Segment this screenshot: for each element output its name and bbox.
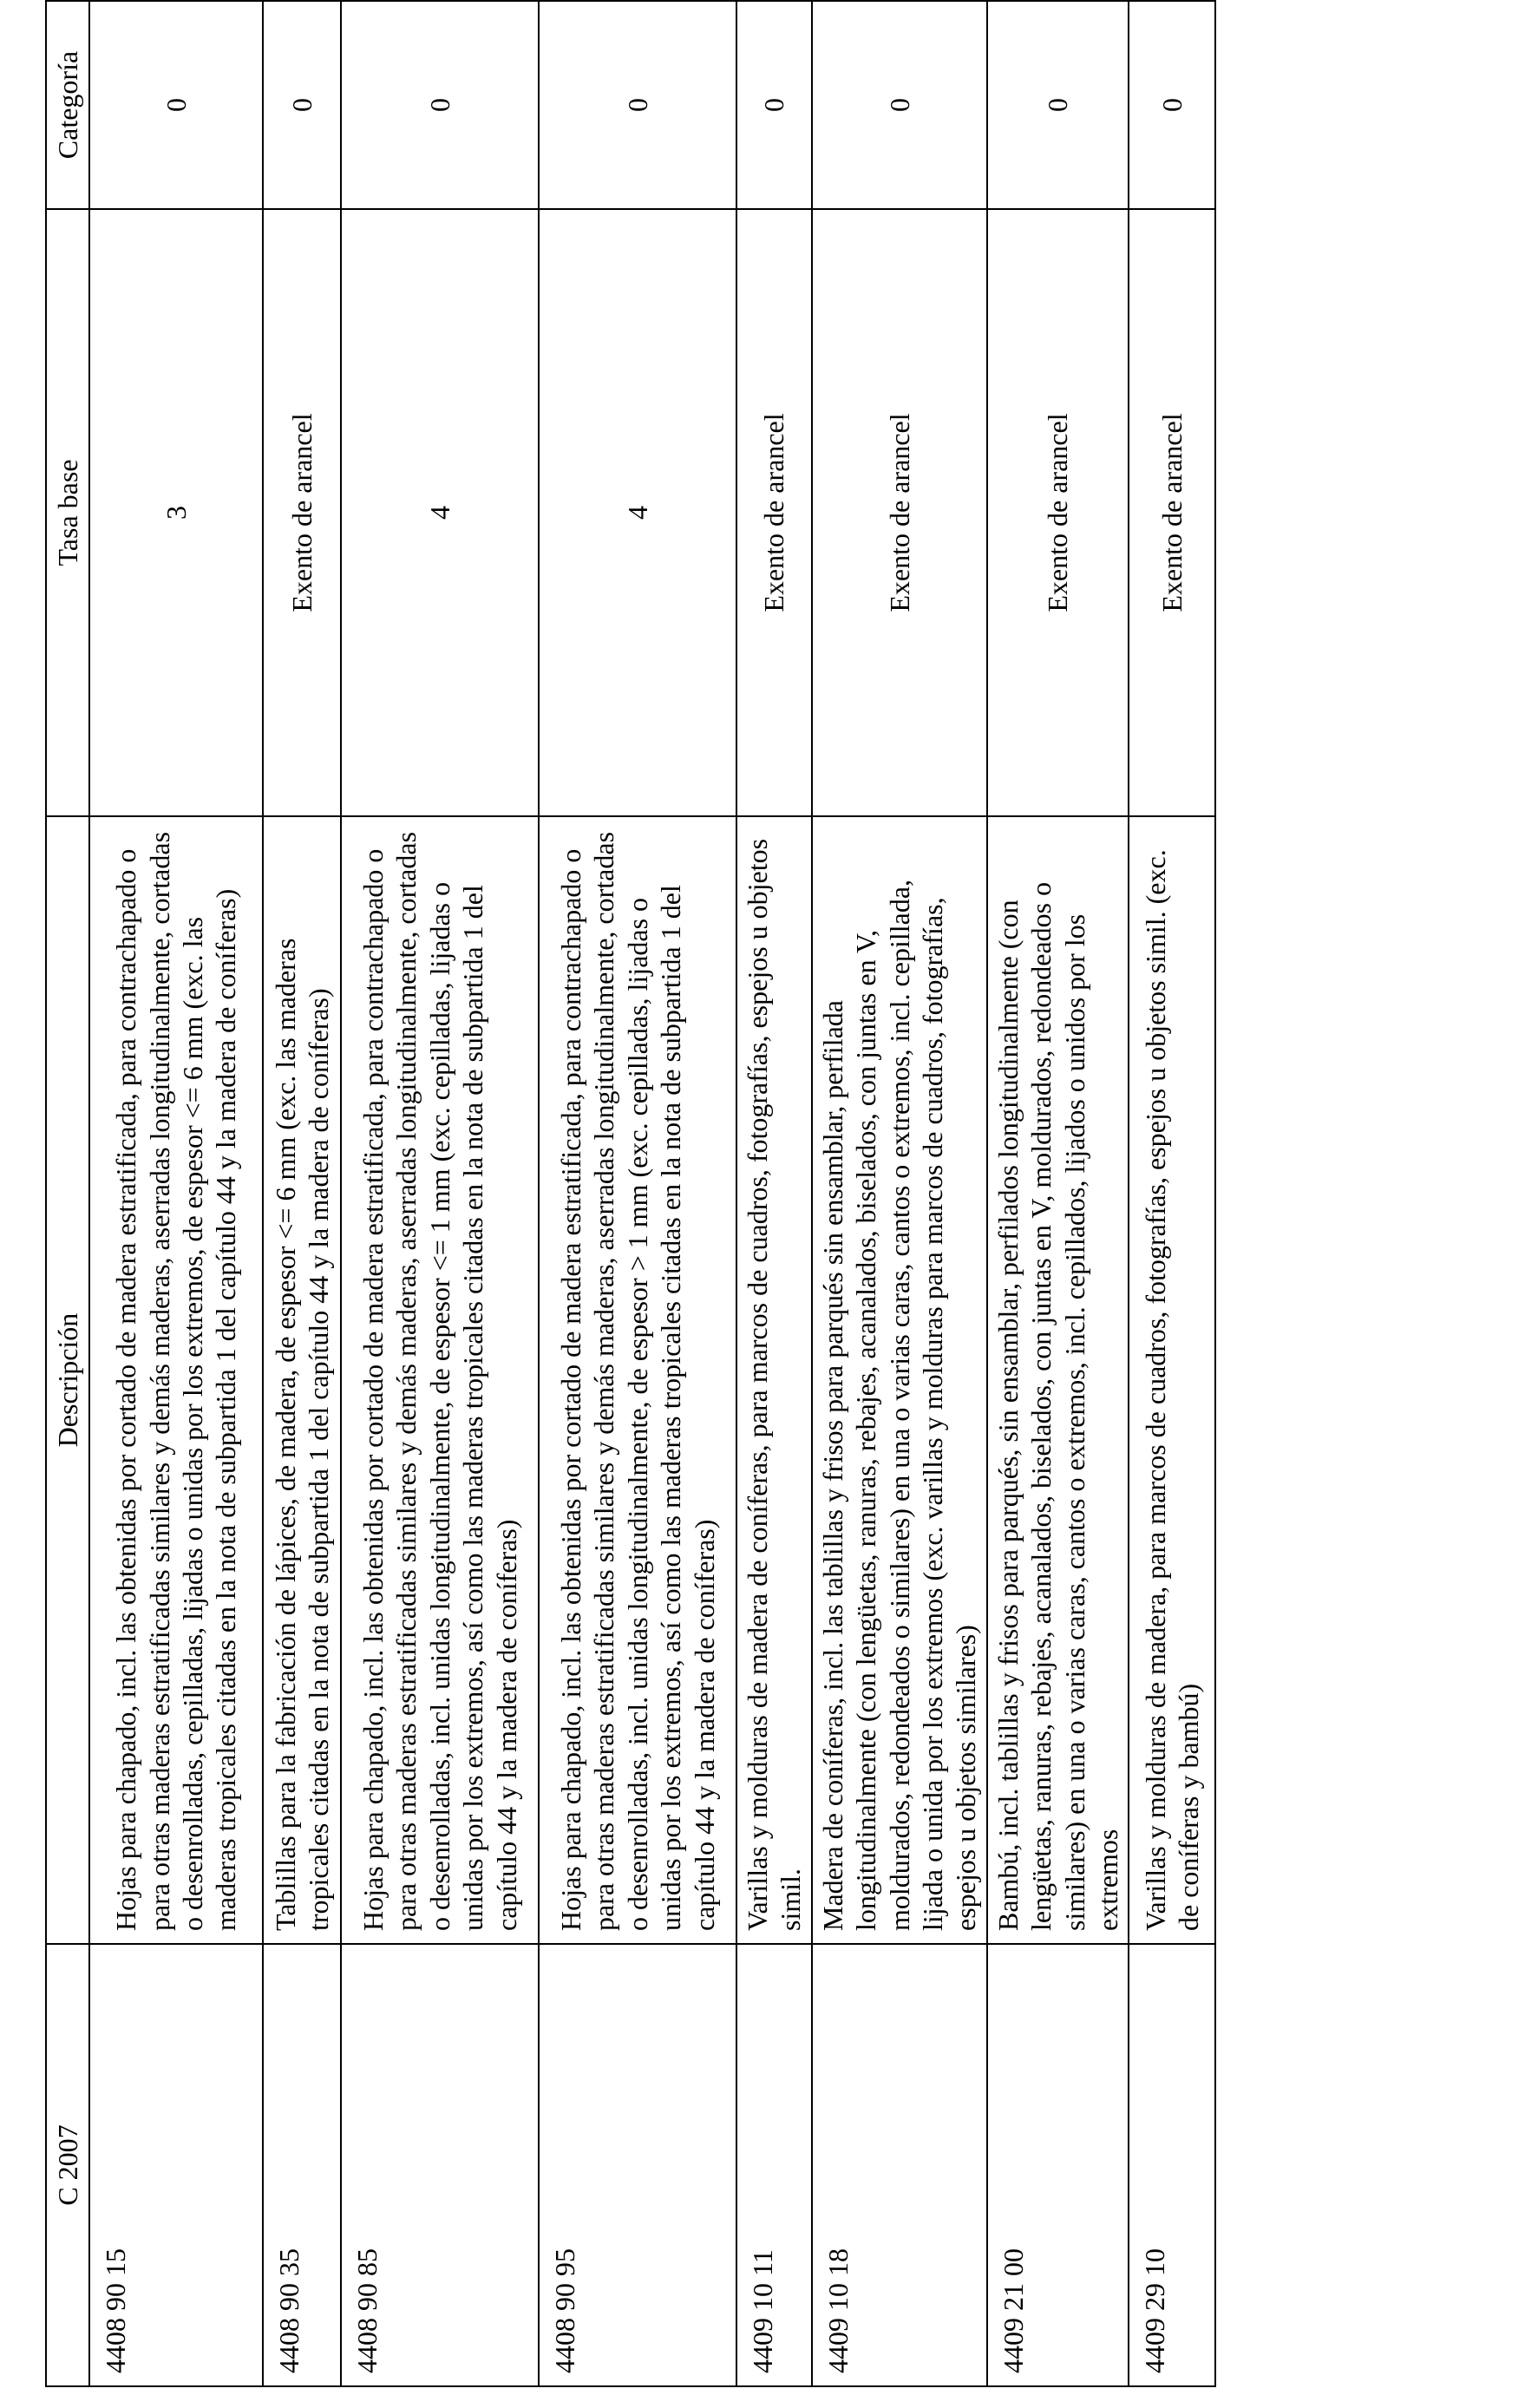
table-row <box>1129 1 1215 2386</box>
tariff-table <box>45 0 1216 2387</box>
cell-rate: Exento de arancel <box>812 209 987 816</box>
header-rate: Tasa base <box>46 209 89 816</box>
cell-rate: Exento de arancel <box>736 209 812 816</box>
cell-rate: 3 <box>89 209 263 816</box>
cell-description: Bambú, incl. tablillas y frisos para parqués, sin ensamblar, perfilados longitudinalmente (con lengüetas, ranuras, rebajes, acanalados, biselados, con juntas en V, moldurados, redondeados o similares) en una o varias caras, cantos o extremos, incl. cepillados, lijados o unidos por los extremos <box>987 816 1129 1944</box>
cell-category: 0 <box>736 1 812 209</box>
cell-category: 0 <box>263 1 341 209</box>
cell-rate: Exento de arancel <box>263 209 341 816</box>
cell-category: 0 <box>987 1 1129 209</box>
cell-rate: Exento de arancel <box>1129 209 1215 816</box>
cell-code: 4409 29 10 <box>1129 1944 1215 2386</box>
table-row <box>89 1 263 2386</box>
cell-description: Varillas y molduras de madera de coníferas, para marcos de cuadros, fotografías, espejos u objetos simil. <box>736 816 812 1944</box>
cell-rate: 4 <box>341 209 539 816</box>
cell-description: Tablillas para la fabricación de lápices, de madera, de espesor <= 6 mm (exc. las maderas tropicales citadas en la nota de subpartida 1 del capítulo 44 y la madera de coníferas) <box>263 816 341 1944</box>
cell-rate: Exento de arancel <box>987 209 1129 816</box>
table-row <box>341 1 539 2386</box>
cell-code: 4408 90 15 <box>89 1944 263 2386</box>
cell-rate: 4 <box>539 209 736 816</box>
table-row <box>812 1 987 2386</box>
cell-code: 4408 90 85 <box>341 1944 539 2386</box>
cell-description: Hojas para chapado, incl. las obtenidas por cortado de madera estratificada, para contrachapado o para otras maderas estratificadas similares y demás maderas, aserradas longitudinalmente, cortadas o desenrolladas, incl. unidas longitudinalmente, de espesor <= 1 mm (exc. cepilladas, lijadas o unidas por los extremos, así como las maderas tropicales citadas en la nota de subpartida 1 del capítulo 44 y la madera de coníferas) <box>341 816 539 1944</box>
cell-code: 4408 90 95 <box>539 1944 736 2386</box>
cell-category: 0 <box>1129 1 1215 209</box>
table-row <box>736 1 812 2386</box>
cell-code: 4408 90 35 <box>263 1944 341 2386</box>
cell-category: 0 <box>341 1 539 209</box>
cell-description: Varillas y molduras de madera, para marcos de cuadros, fotografías, espejos u objetos simil. (exc. de coníferas y bambú) <box>1129 816 1215 1944</box>
table-row <box>987 1 1129 2386</box>
cell-category: 0 <box>539 1 736 209</box>
table-row <box>263 1 341 2386</box>
cell-code: 4409 21 00 <box>987 1944 1129 2386</box>
header-row <box>46 1 89 2386</box>
header-description: Descripción <box>46 816 89 1944</box>
header-code: C 2007 <box>46 1944 89 2386</box>
cell-category: 0 <box>812 1 987 209</box>
header-category: Categoría <box>46 1 89 209</box>
cell-description: Madera de coníferas, incl. las tablillas y frisos para parqués sin ensamblar, perfilada longitudinalmente (con lengüetas, ranuras, rebajes, acanalados, biselados, con juntas en V, moldurados, redondeados o similares) en una o varias caras, cantos o extremos, incl. cepillada, lijada o unida por los extremos (exc. varillas y molduras para marcos de cuadros, fotografías, espejos u objetos similares) <box>812 816 987 1944</box>
table-row <box>539 1 736 2386</box>
cell-code: 4409 10 11 <box>736 1944 812 2386</box>
rotated-page <box>45 2 1205 2387</box>
cell-category: 0 <box>89 1 263 209</box>
cell-description: Hojas para chapado, incl. las obtenidas por cortado de madera estratificada, para contrachapado o para otras maderas estratificadas similares y demás maderas, aserradas longitudinalmente, cortadas o desenrolladas, cepilladas, lijadas o unidas por los extremos, de espesor <= 6 mm (exc. las maderas tropicales citadas en la nota de subpartida 1 del capítulo 44 y la madera de coníferas) <box>89 816 263 1944</box>
cell-description: Hojas para chapado, incl. las obtenidas por cortado de madera estratificada, para contrachapado o para otras maderas estratificadas similares y demás maderas, aserradas longitudinalmente, cortadas o desenrolladas, incl. unidas longitudinalmente, de espesor > 1 mm (exc. cepilladas, lijadas o unidas por los extremos, así como las maderas tropicales citadas en la nota de subpartida 1 del capítulo 44 y la madera de coníferas) <box>539 816 736 1944</box>
cell-code: 4409 10 18 <box>812 1944 987 2386</box>
